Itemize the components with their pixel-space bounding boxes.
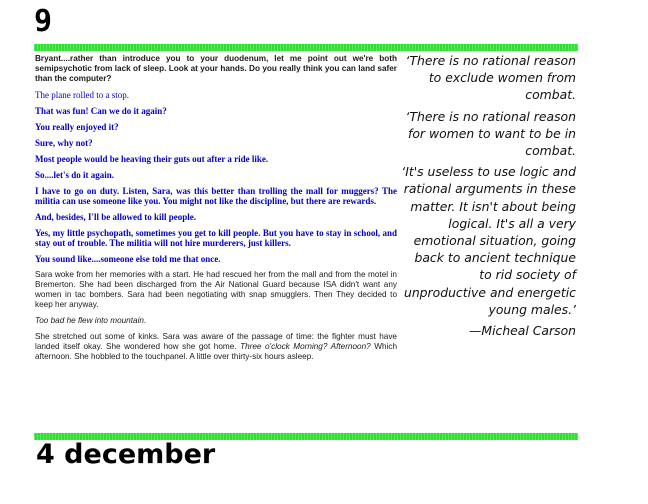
epigraph-attribution: —Micheal Carson xyxy=(468,323,576,339)
story-paragraph: Bryant....rather than introduce you to your duodenum, let me point out we're both semipsychotic from lack of sleep. Look at your hands. Do you really think you can land safer than the computer? xyxy=(35,54,397,83)
dialogue-line: You really enjoyed it? xyxy=(35,122,119,132)
epigraph-quote: ‘There is no rational reason to exclude women from combat. xyxy=(405,53,576,103)
dialogue-line: That was fun! Can we do it again? xyxy=(35,106,167,116)
epigraph-column xyxy=(400,52,576,343)
epigraph-quote: ‘There is no rational reason for women to want to be in combat. xyxy=(405,108,576,159)
story-text: Which afternoon. She hobbled to the touchpanel. A little over thirty-six hours asleep. xyxy=(35,342,397,361)
story-paragraph xyxy=(35,332,397,362)
story-text: She stretched out some of kinks. Sara was aware of the passage of time: the fighter must have landed itself okay. She wondered how she got home. xyxy=(35,332,397,351)
dialogue-line: So....let's do it again. xyxy=(35,170,115,180)
story-paragraph: Sara woke from her memories with a start. He had rescued her from the mall and from the motel in Bremerton. She had been discharged from the Air National Guard because ISA didn't want any women in tac bombers. Sara had been negotiating with snap smugglers. Then They decided to keep her anyway. xyxy=(35,270,397,309)
dialogue-line: Sure, why not? xyxy=(35,138,93,148)
story-column xyxy=(35,54,397,368)
epigraph-quote: ‘It's useless to use logic and rational arguments in these matter. It isn't about being logical. It's all a very emotional situation, going back to ancient technique to rid society of unproductive and energetic young males.’ xyxy=(401,164,576,317)
story-paragraph: The plane rolled to a stop. xyxy=(35,90,129,100)
dialogue-line: Most people would be heaving their guts out after a ride like. xyxy=(35,154,269,164)
dialogue-line: And, besides, I'll be allowed to kill people. xyxy=(35,212,197,222)
dialogue-line: I have to go on duty. Listen, Sara, was this better than trolling the mall for muggers? The militia can use someone like you. You might not like the discipline, but there are rewards. xyxy=(35,186,397,206)
dialogue-line: Yes, my little psychopath, sometimes you get to kill people. But you have to stay in school, and stay out of trouble. The militia will not hire murderers, just killers. xyxy=(35,228,397,248)
story-paragraph: Too bad he flew into mountain. xyxy=(35,316,147,325)
story-text-italic: Three o'clock Morning? Afternoon? xyxy=(240,342,371,351)
dialogue-line: You sound like....someone else told me that once. xyxy=(35,254,221,264)
chapter-number: 9 xyxy=(34,4,53,39)
date-heading: 4 december xyxy=(36,439,216,470)
header-rule xyxy=(34,44,578,51)
